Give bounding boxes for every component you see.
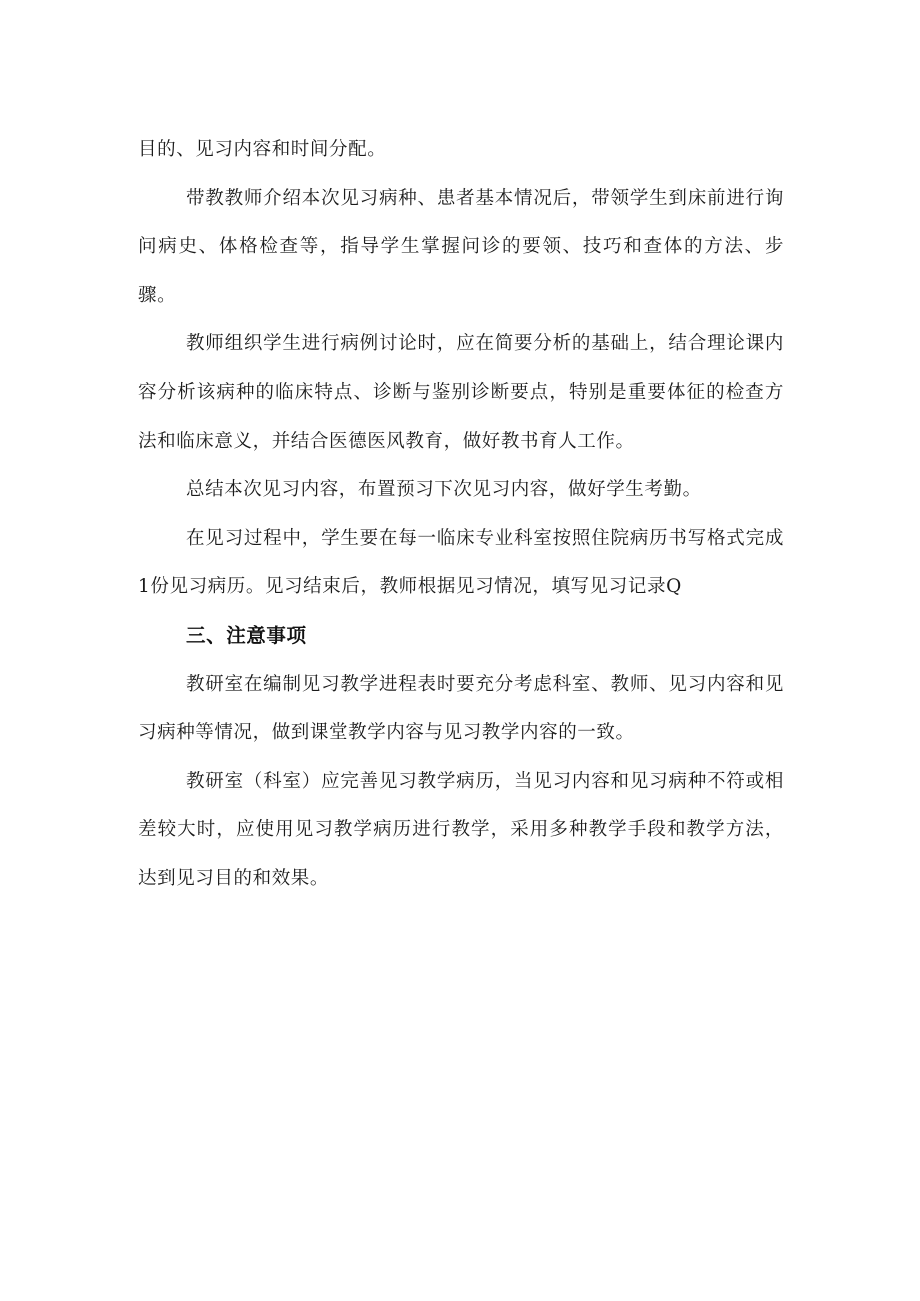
paragraph-medical-record: 在见习过程中，学生要在每一临床专业科室按照住院病历书写格式完成1份见习病历。见习结束后，教师根据见习情况，填写见习记录Q (138, 527, 784, 598)
paragraph-teaching-records: 教研室（科室）应完善见习教学病历，当见习内容和见习病种不符或相差较大时，应使用见习教学病历进行教学，采用多种教学手段和教学方法，达到见习目的和效果。 (138, 770, 784, 889)
paragraph-continuation: 目的、见习内容和时间分配。 (138, 139, 387, 160)
section-heading: 三、注意事项 (186, 623, 307, 647)
paragraph-schedule: 教研室在编制见习教学进程表时要充分考虑科室、教师、见习内容和见习病种等情况，做到课堂教学内容与见习教学内容的一致。 (138, 673, 784, 744)
paragraph-case-discussion: 教师组织学生进行病例讨论时，应在简要分析的基础上，结合理论课内容分析该病种的临床特点、诊断与鉴别诊断要点，特别是重要体征的检查方法和临床意义，并结合医德医风教育，做好教书育人工作。 (138, 333, 784, 452)
paragraph-summary: 总结本次见习内容，布置预习下次见习内容，做好学生考勤。 (186, 479, 702, 501)
document-body (138, 126, 784, 904)
paragraph-teacher-introduction: 带教教师介绍本次见习病种、患者基本情况后，带领学生到床前进行询问病史、体格检查等，指导学生掌握问诊的要领、技巧和查体的方法、步骤。 (138, 187, 784, 306)
